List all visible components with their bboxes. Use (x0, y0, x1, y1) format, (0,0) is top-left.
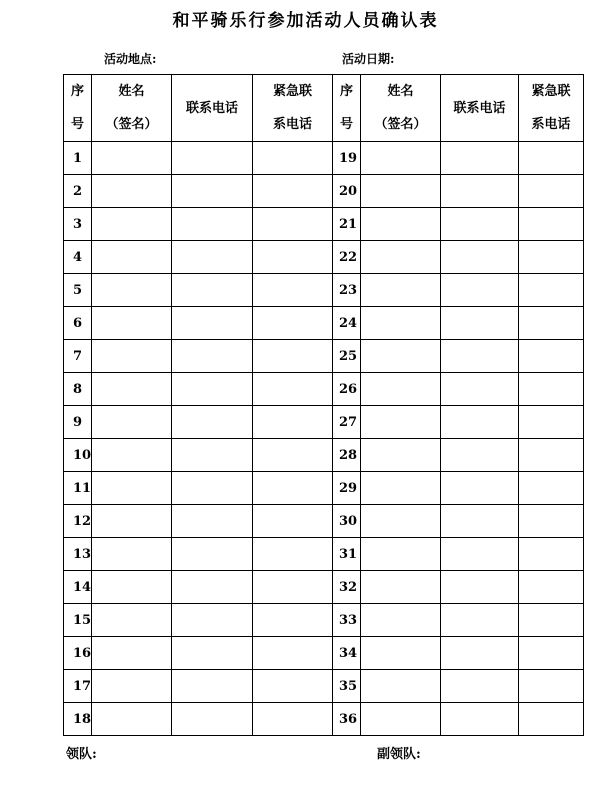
phone-cell[interactable] (172, 439, 253, 472)
row-number-left: 18 (64, 703, 92, 736)
name-signature-cell[interactable] (361, 373, 441, 406)
phone-cell[interactable] (441, 505, 519, 538)
row-number-right: 19 (333, 142, 361, 175)
name-signature-cell[interactable] (361, 439, 441, 472)
row-number-right: 35 (333, 670, 361, 703)
phone-cell[interactable] (441, 538, 519, 571)
table-row (64, 241, 584, 274)
row-number-left: 16 (64, 637, 92, 670)
name-signature-cell[interactable] (92, 274, 172, 307)
phone-cell[interactable] (172, 604, 253, 637)
row-number-left: 9 (64, 406, 92, 439)
phone-cell[interactable] (441, 274, 519, 307)
name-signature-cell[interactable] (92, 472, 172, 505)
emergency-phone-cell[interactable] (253, 142, 333, 175)
header-seq: 序 号 (64, 75, 92, 142)
phone-cell[interactable] (172, 571, 253, 604)
name-signature-cell[interactable] (92, 505, 172, 538)
emergency-phone-cell[interactable] (519, 373, 584, 406)
emergency-phone-cell[interactable] (519, 472, 584, 505)
name-signature-cell[interactable] (361, 571, 441, 604)
phone-cell[interactable] (441, 208, 519, 241)
name-signature-cell[interactable] (361, 241, 441, 274)
activity-date-label: 活动日期: (342, 52, 395, 66)
phone-cell[interactable] (172, 142, 253, 175)
row-number-right: 21 (333, 208, 361, 241)
participant-table (63, 74, 584, 736)
table-row (64, 505, 584, 538)
table-row (64, 406, 584, 439)
table-row (64, 142, 584, 175)
emergency-phone-cell[interactable] (253, 307, 333, 340)
phone-cell[interactable] (441, 241, 519, 274)
row-number-right: 30 (333, 505, 361, 538)
row-number-right: 29 (333, 472, 361, 505)
emergency-phone-cell[interactable] (253, 538, 333, 571)
row-number-right: 27 (333, 406, 361, 439)
table-header-row (64, 75, 584, 142)
emergency-phone-cell[interactable] (519, 571, 584, 604)
emergency-phone-cell[interactable] (253, 340, 333, 373)
phone-cell[interactable] (172, 472, 253, 505)
name-signature-cell[interactable] (92, 175, 172, 208)
row-number-left: 2 (64, 175, 92, 208)
emergency-phone-cell[interactable] (253, 274, 333, 307)
emergency-phone-cell[interactable] (519, 274, 584, 307)
vice-leader-label: 副领队: (377, 747, 421, 762)
emergency-phone-cell[interactable] (253, 406, 333, 439)
name-signature-cell[interactable] (361, 142, 441, 175)
name-signature-cell[interactable] (361, 538, 441, 571)
emergency-phone-cell[interactable] (253, 175, 333, 208)
header-seq-right: 序 号 (333, 75, 361, 142)
row-number-left: 13 (64, 538, 92, 571)
phone-cell[interactable] (172, 670, 253, 703)
phone-cell[interactable] (172, 175, 253, 208)
header-emergency-phone-right: 紧急联 系电话 (519, 75, 584, 142)
emergency-phone-cell[interactable] (253, 373, 333, 406)
phone-cell[interactable] (441, 406, 519, 439)
phone-cell[interactable] (172, 637, 253, 670)
name-signature-cell[interactable] (361, 505, 441, 538)
phone-cell[interactable] (172, 406, 253, 439)
name-signature-cell[interactable] (92, 637, 172, 670)
name-signature-cell[interactable] (361, 307, 441, 340)
phone-cell[interactable] (172, 538, 253, 571)
name-signature-cell[interactable] (92, 571, 172, 604)
phone-cell[interactable] (441, 307, 519, 340)
table-row (64, 175, 584, 208)
header-name: 姓名 （签名） (92, 75, 172, 142)
table-row (64, 208, 584, 241)
row-number-right: 36 (333, 703, 361, 736)
name-signature-cell[interactable] (361, 604, 441, 637)
name-signature-cell[interactable] (92, 703, 172, 736)
name-signature-cell[interactable] (92, 340, 172, 373)
name-signature-cell[interactable] (92, 670, 172, 703)
table-row (64, 703, 584, 736)
emergency-phone-cell[interactable] (253, 637, 333, 670)
phone-cell[interactable] (441, 472, 519, 505)
row-number-right: 33 (333, 604, 361, 637)
emergency-phone-cell[interactable] (253, 208, 333, 241)
name-signature-cell[interactable] (92, 439, 172, 472)
phone-cell[interactable] (441, 142, 519, 175)
name-signature-cell[interactable] (361, 208, 441, 241)
emergency-phone-cell[interactable] (253, 505, 333, 538)
table-row (64, 604, 584, 637)
phone-cell[interactable] (441, 340, 519, 373)
phone-cell[interactable] (441, 637, 519, 670)
emergency-phone-cell[interactable] (519, 505, 584, 538)
table-row (64, 307, 584, 340)
header-phone: 联系电话 (172, 75, 253, 142)
row-number-right: 26 (333, 373, 361, 406)
emergency-phone-cell[interactable] (519, 670, 584, 703)
row-number-right: 32 (333, 571, 361, 604)
row-number-left: 4 (64, 241, 92, 274)
emergency-phone-cell[interactable] (519, 439, 584, 472)
row-number-right: 28 (333, 439, 361, 472)
row-number-right: 25 (333, 340, 361, 373)
table-row (64, 340, 584, 373)
name-signature-cell[interactable] (361, 274, 441, 307)
row-number-left: 11 (64, 472, 92, 505)
table-row (64, 373, 584, 406)
emergency-phone-cell[interactable] (253, 604, 333, 637)
row-number-left: 12 (64, 505, 92, 538)
row-number-left: 5 (64, 274, 92, 307)
emergency-phone-cell[interactable] (253, 439, 333, 472)
emergency-phone-cell[interactable] (519, 208, 584, 241)
row-number-left: 3 (64, 208, 92, 241)
phone-cell[interactable] (172, 241, 253, 274)
table-row (64, 274, 584, 307)
emergency-phone-cell[interactable] (253, 241, 333, 274)
emergency-phone-cell[interactable] (519, 307, 584, 340)
table-row (64, 670, 584, 703)
row-number-right: 22 (333, 241, 361, 274)
phone-cell[interactable] (172, 307, 253, 340)
row-number-left: 17 (64, 670, 92, 703)
row-number-left: 8 (64, 373, 92, 406)
table-row (64, 538, 584, 571)
emergency-phone-cell[interactable] (519, 142, 584, 175)
phone-cell[interactable] (441, 571, 519, 604)
phone-cell[interactable] (441, 670, 519, 703)
page-title: 和平骑乐行参加活动人员确认表 (172, 11, 439, 31)
table-row (64, 637, 584, 670)
table-row (64, 472, 584, 505)
name-signature-cell[interactable] (92, 208, 172, 241)
name-signature-cell[interactable] (361, 637, 441, 670)
name-signature-cell[interactable] (92, 406, 172, 439)
header-phone-right: 联系电话 (441, 75, 519, 142)
phone-cell[interactable] (441, 604, 519, 637)
emergency-phone-cell[interactable] (253, 670, 333, 703)
row-number-left: 14 (64, 571, 92, 604)
name-signature-cell[interactable] (361, 472, 441, 505)
name-signature-cell[interactable] (92, 604, 172, 637)
row-number-right: 23 (333, 274, 361, 307)
emergency-phone-cell[interactable] (519, 340, 584, 373)
phone-cell[interactable] (441, 703, 519, 736)
header-emergency-phone: 紧急联 系电话 (253, 75, 333, 142)
table-row (64, 439, 584, 472)
emergency-phone-cell[interactable] (253, 472, 333, 505)
row-number-right: 34 (333, 637, 361, 670)
emergency-phone-cell[interactable] (253, 703, 333, 736)
emergency-phone-cell[interactable] (519, 538, 584, 571)
row-number-left: 7 (64, 340, 92, 373)
header-name-right: 姓名 （签名） (361, 75, 441, 142)
row-number-right: 24 (333, 307, 361, 340)
row-number-right: 20 (333, 175, 361, 208)
name-signature-cell[interactable] (361, 670, 441, 703)
phone-cell[interactable] (172, 505, 253, 538)
leader-label: 领队: (66, 747, 97, 762)
name-signature-cell[interactable] (361, 406, 441, 439)
phone-cell[interactable] (172, 703, 253, 736)
phone-cell[interactable] (441, 373, 519, 406)
emergency-phone-cell[interactable] (519, 703, 584, 736)
emergency-phone-cell[interactable] (519, 406, 584, 439)
phone-cell[interactable] (441, 175, 519, 208)
row-number-left: 15 (64, 604, 92, 637)
name-signature-cell[interactable] (92, 538, 172, 571)
phone-cell[interactable] (172, 208, 253, 241)
phone-cell[interactable] (172, 274, 253, 307)
phone-cell[interactable] (172, 373, 253, 406)
name-signature-cell[interactable] (92, 307, 172, 340)
emergency-phone-cell[interactable] (519, 241, 584, 274)
emergency-phone-cell[interactable] (519, 604, 584, 637)
phone-cell[interactable] (172, 340, 253, 373)
row-number-right: 31 (333, 538, 361, 571)
name-signature-cell[interactable] (361, 703, 441, 736)
name-signature-cell[interactable] (92, 373, 172, 406)
activity-location-label: 活动地点: (104, 52, 157, 66)
row-number-left: 1 (64, 142, 92, 175)
name-signature-cell[interactable] (361, 340, 441, 373)
emergency-phone-cell[interactable] (519, 175, 584, 208)
emergency-phone-cell[interactable] (519, 637, 584, 670)
row-number-left: 6 (64, 307, 92, 340)
phone-cell[interactable] (441, 439, 519, 472)
row-number-left: 10 (64, 439, 92, 472)
name-signature-cell[interactable] (361, 175, 441, 208)
name-signature-cell[interactable] (92, 142, 172, 175)
emergency-phone-cell[interactable] (253, 571, 333, 604)
name-signature-cell[interactable] (92, 241, 172, 274)
table-row (64, 571, 584, 604)
